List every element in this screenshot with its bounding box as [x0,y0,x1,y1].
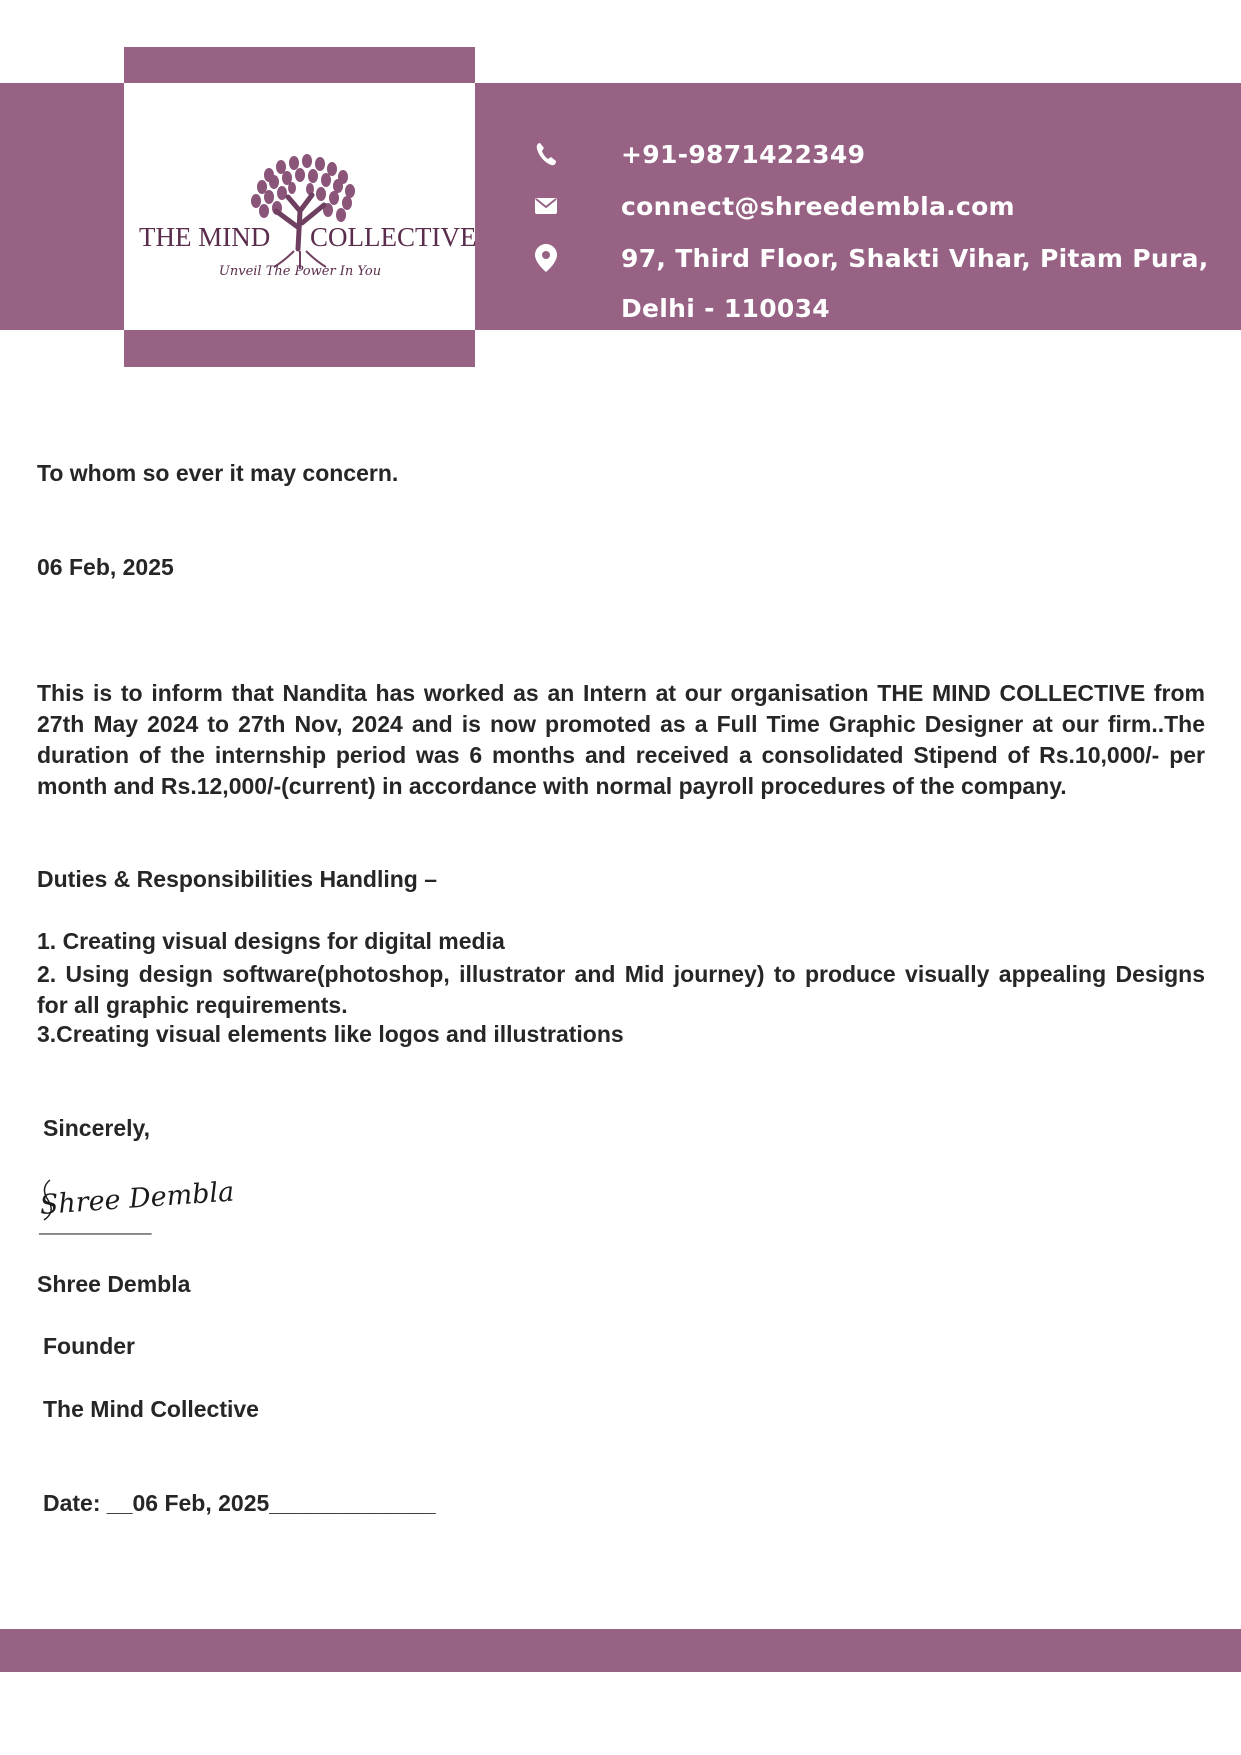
contact-address [530,242,1209,274]
phone-number[interactable]: +91-9871422349 [621,139,866,169]
address-line-1: 97, Third Floor, Shakti Vihar, Pitam Pura, [621,243,1209,273]
letter-date: 06 Feb, 2025 [37,554,174,580]
footer-band [0,1629,1241,1672]
signer-organisation: The Mind Collective [43,1396,259,1422]
logo [124,83,475,330]
contact-phone[interactable] [530,138,866,170]
body-paragraph: This is to inform that Nandita has worked as an Intern at our organisation THE MIND COLLECTIVE from 27th May 2024 to 27th Nov, 2024 and is now promoted as a Full Time Graphic Designer at our firm..The duration of the internship period was 6 months and received a consolidated Stipend of Rs.10,000/- per month and Rs.12,000/-(current) in accordance with normal payroll procedures of the company. [37,680,1205,799]
signer-name: Shree Dembla [37,1271,191,1297]
salutation: To whom so ever it may concern. [37,460,399,486]
duty-item: 3.Creating visual elements like logos and illustrations [37,1021,624,1047]
duty-item: 1. Creating visual designs for digital media [37,928,505,954]
signature-script: Shree Dembla [38,1176,236,1222]
duty-item: 2. Using design software(photoshop, illustrator and Mid journey) to produce visually appealing Designs for all graphic requirements. [37,961,1205,1018]
contact-email[interactable] [530,190,1015,222]
address-line-2: Delhi - 110034 [621,294,830,323]
tree-logo-icon [124,83,475,330]
phone-icon [530,138,562,170]
location-pin-icon [530,242,562,274]
mail-icon [530,190,562,222]
email-address[interactable]: connect@shreedembla.com [621,191,1015,221]
closing: Sincerely, [43,1115,150,1141]
svg-text:THE MIND: THE MIND [139,222,271,252]
signature [38,1174,236,1236]
duties-heading: Duties & Responsibilities Handling – [37,866,438,892]
date-line: Date: __06 Feb, 2025_____________ [43,1490,436,1516]
svg-text:Unveil The Power In You: Unveil The Power In You [218,264,382,279]
signer-title: Founder [43,1333,135,1359]
signature-line: _______________ [39,1217,152,1235]
svg-text:COLLECTIVE: COLLECTIVE [310,222,477,252]
